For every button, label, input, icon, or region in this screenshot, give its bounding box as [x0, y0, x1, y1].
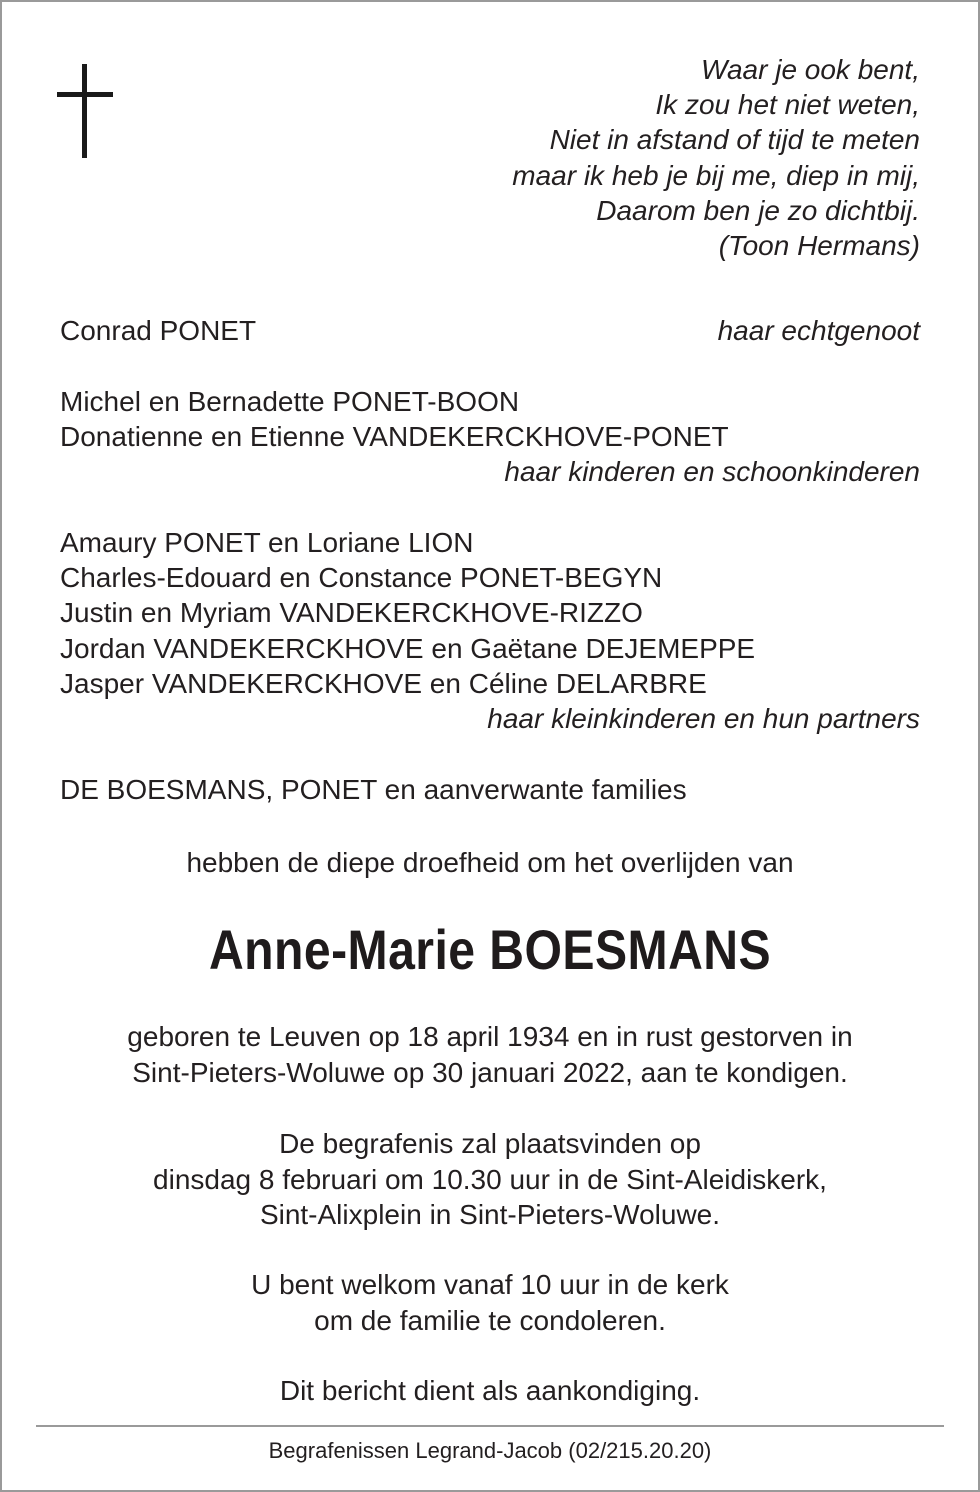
- condolences-line: om de familie te condoleren.: [314, 1304, 666, 1336]
- child-name: Michel en Bernadette PONET-BOON: [60, 386, 520, 417]
- child-name: Donatienne en Etienne VANDEKERCKHOVE-PONET: [60, 421, 729, 452]
- funeral-line: Sint-Alixplein in Sint-Pieters-Woluwe.: [259, 1199, 721, 1230]
- poem-line: Niet in afstand of tijd te meten: [549, 124, 920, 156]
- notice-text: Dit bericht dient als aankondiging.: [279, 1375, 701, 1406]
- funeral-line: dinsdag 8 februari om 10.30 uur in de Sint-Aleidiskerk,: [153, 1163, 827, 1195]
- grandchild-name: Justin en Myriam VANDEKERCKHOVE-RIZZO: [60, 597, 643, 628]
- children-role: haar kinderen en schoonkinderen: [504, 456, 920, 487]
- condolences-line: U bent welkom vanaf 10 uur in de kerk: [251, 1269, 729, 1300]
- notice-line: [0, 1373, 980, 1409]
- footer-divider: [36, 1425, 944, 1427]
- grandchild-name: Jordan VANDEKERCKHOVE en Gaëtane DEJEMEPPE: [60, 633, 756, 664]
- spouse-role: haar echtgenoot: [717, 315, 920, 346]
- spouse-name: Conrad PONET: [60, 315, 257, 346]
- birth-death-block: [0, 1019, 980, 1090]
- deceased-name: Anne-Marie BOESMANS: [208, 918, 772, 981]
- funeral-line: De begrafenis zal plaatsvinden op: [279, 1128, 701, 1159]
- poem-line: Waar je ook bent,: [701, 54, 920, 85]
- poem: [512, 52, 920, 263]
- poem-line: Ik zou het niet weten,: [655, 89, 920, 121]
- funeral-block: [0, 1126, 980, 1233]
- grandchildren-role: haar kleinkinderen en hun partners: [487, 703, 920, 734]
- families-line: DE BOESMANS, PONET en aanverwante families: [60, 774, 687, 805]
- birth-death-line: Sint-Pieters-Woluwe op 30 januari 2022, aan te kondigen.: [132, 1056, 848, 1088]
- grandchild-name: Jasper VANDEKERCKHOVE en Céline DELARBRE: [60, 668, 707, 699]
- funeral-home-footer: Begrafenissen Legrand-Jacob (02/215.20.20): [268, 1438, 712, 1463]
- grandchild-name: Charles-Edouard en Constance PONET-BEGYN: [60, 562, 663, 593]
- poem-author: (Toon Hermans): [718, 230, 920, 262]
- announcement-line: [0, 845, 980, 881]
- announcement-text: hebben de diepe droefheid om het overlijden van: [186, 847, 794, 878]
- condolences-block: [0, 1267, 980, 1338]
- poem-line: Daarom ben je zo dichtbij.: [596, 194, 920, 226]
- poem-line: maar ik heb je bij me, diep in mij,: [512, 159, 920, 191]
- birth-death-line: geboren te Leuven op 18 april 1934 en in rust gestorven in: [127, 1021, 853, 1052]
- grandchild-name: Amaury PONET en Loriane LION: [60, 527, 474, 558]
